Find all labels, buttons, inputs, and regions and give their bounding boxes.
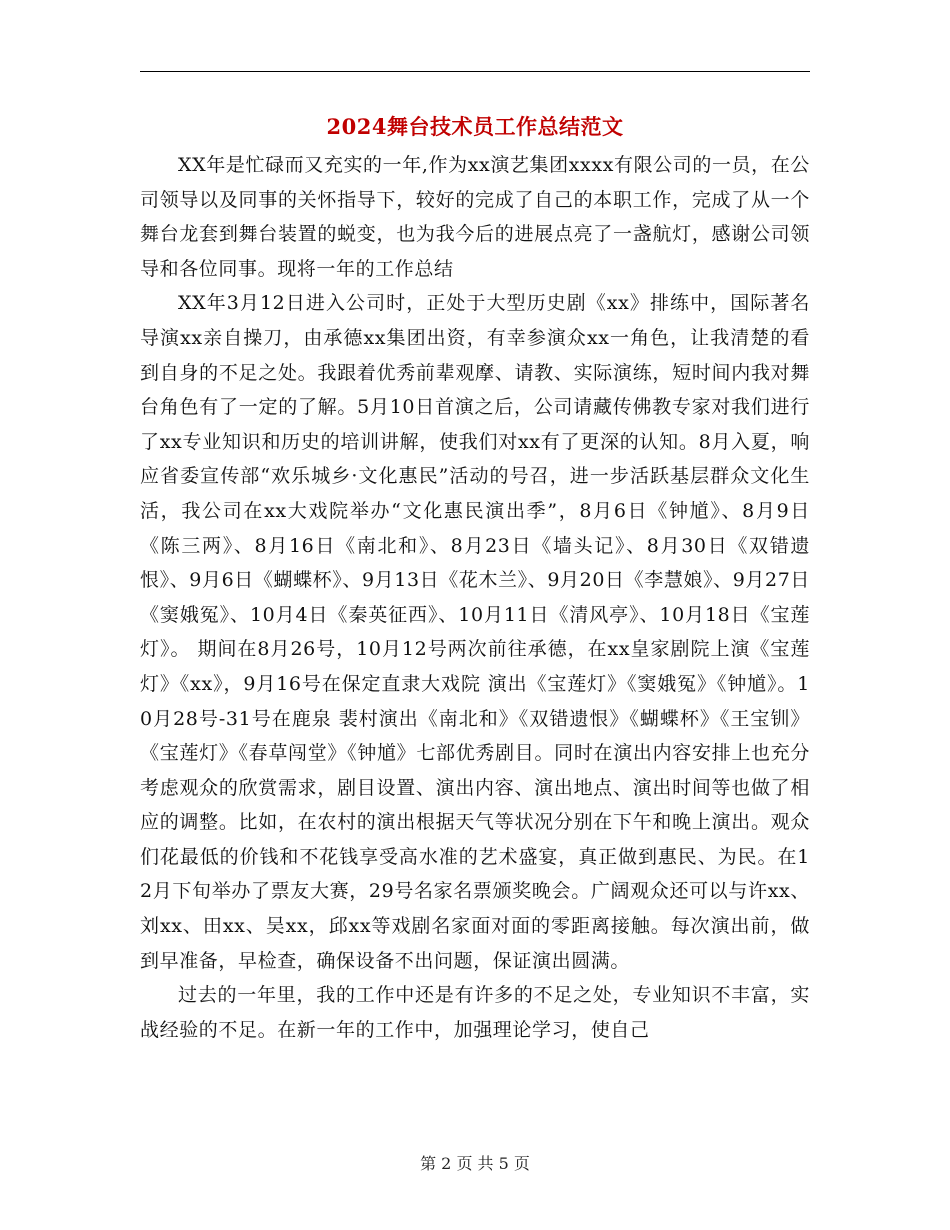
- header-rule: [140, 71, 810, 72]
- page-footer: [0, 1153, 950, 1175]
- paragraph-shortcomings: 过去的一年里，我的工作中还是有许多的不足之处，专业知识不丰富，实战经验的不足。在新一年的工作中，加强理论学习，使自己: [140, 984, 810, 1041]
- document-title: 2024舞台技术员工作总结范文: [326, 114, 624, 139]
- paragraph-intro: XX年是忙碌而又充实的一年,作为xx演艺集团xxxx有限公司的一员，在公司领导以及同事的关怀指导下，较好的完成了自己的本职工作，完成了从一个舞台龙套到舞台装置的蜕变，也为我今后的进展点亮了一盏航灯，感谢公司领导和各位同事。现将一年的工作总结: [140, 154, 810, 280]
- page-number: 第 2 页 共 5 页: [420, 1154, 530, 1173]
- paragraph-performances: XX年3月12日进入公司时，正处于大型历史剧《xx》排练中，国际著名导演xx亲自操刀，由承德xx集团出资，有幸参演众xx一角色，让我清楚的看到自身的不足之处。我跟着优秀前辈观摩、请教、实际演练，短时间内我对舞台角色有了一定的了解。5月10日首演之后，公司请藏传佛教专家对我们进行了xx专业知识和历史的培训讲解，使我们对xx有了更深的认知。8月入夏，响应省委宣传部“欢乐城乡·文化惠民”活动的号召，进一步活跃基层群众文化生活，我公司在xx大戏院举办“文化惠民演出季”，8月6日《钟馗》、8月9日《陈三两》、8月16日《南北和》、8月23日《墙头记》、8月30日《双错遗恨》、9月6日《蝴蝶杯》、9月13日《花木兰》、9月20日《李慧娘》、9月27日《窦娥冤》、10月4日《秦英征西》、10月11日《清风亭》、10月18日《宝莲灯》。 期间在8月26号，10月12号两次前往承德，在xx皇家剧院上演《宝莲灯》《xx》，9月16号在保定直隶大戏院 演出《宝莲灯》《窦娥冤》《钟馗》。10月28号-31号在鹿泉 裴村演出《南北和》《双错遗恨》《蝴蝶杯》《王宝钏》《宝莲灯》《春草闯堂》《钟馗》七部优秀剧目。同时在演出内容安排上也充分考虑观众的欣赏需求，剧目设置、演出内容、演出地点、演出时间等也做了相应的调整。比如，在农村的演出根据天气等状况分别在下午和晚上演出。观众们花最低的价钱和不花钱享受高水准的艺术盛宴，真正做到惠民、为民。在12月下旬举办了票友大赛，29号名家名票颁奖晚会。广阔观众还可以与许xx、刘xx、田xx、吴xx，邱xx等戏剧名家面对面的零距离接触。每次演出前，做到早准备，早检查，确保设备不出问题，保证演出圆满。: [140, 292, 810, 972]
- document-body: [140, 148, 810, 1047]
